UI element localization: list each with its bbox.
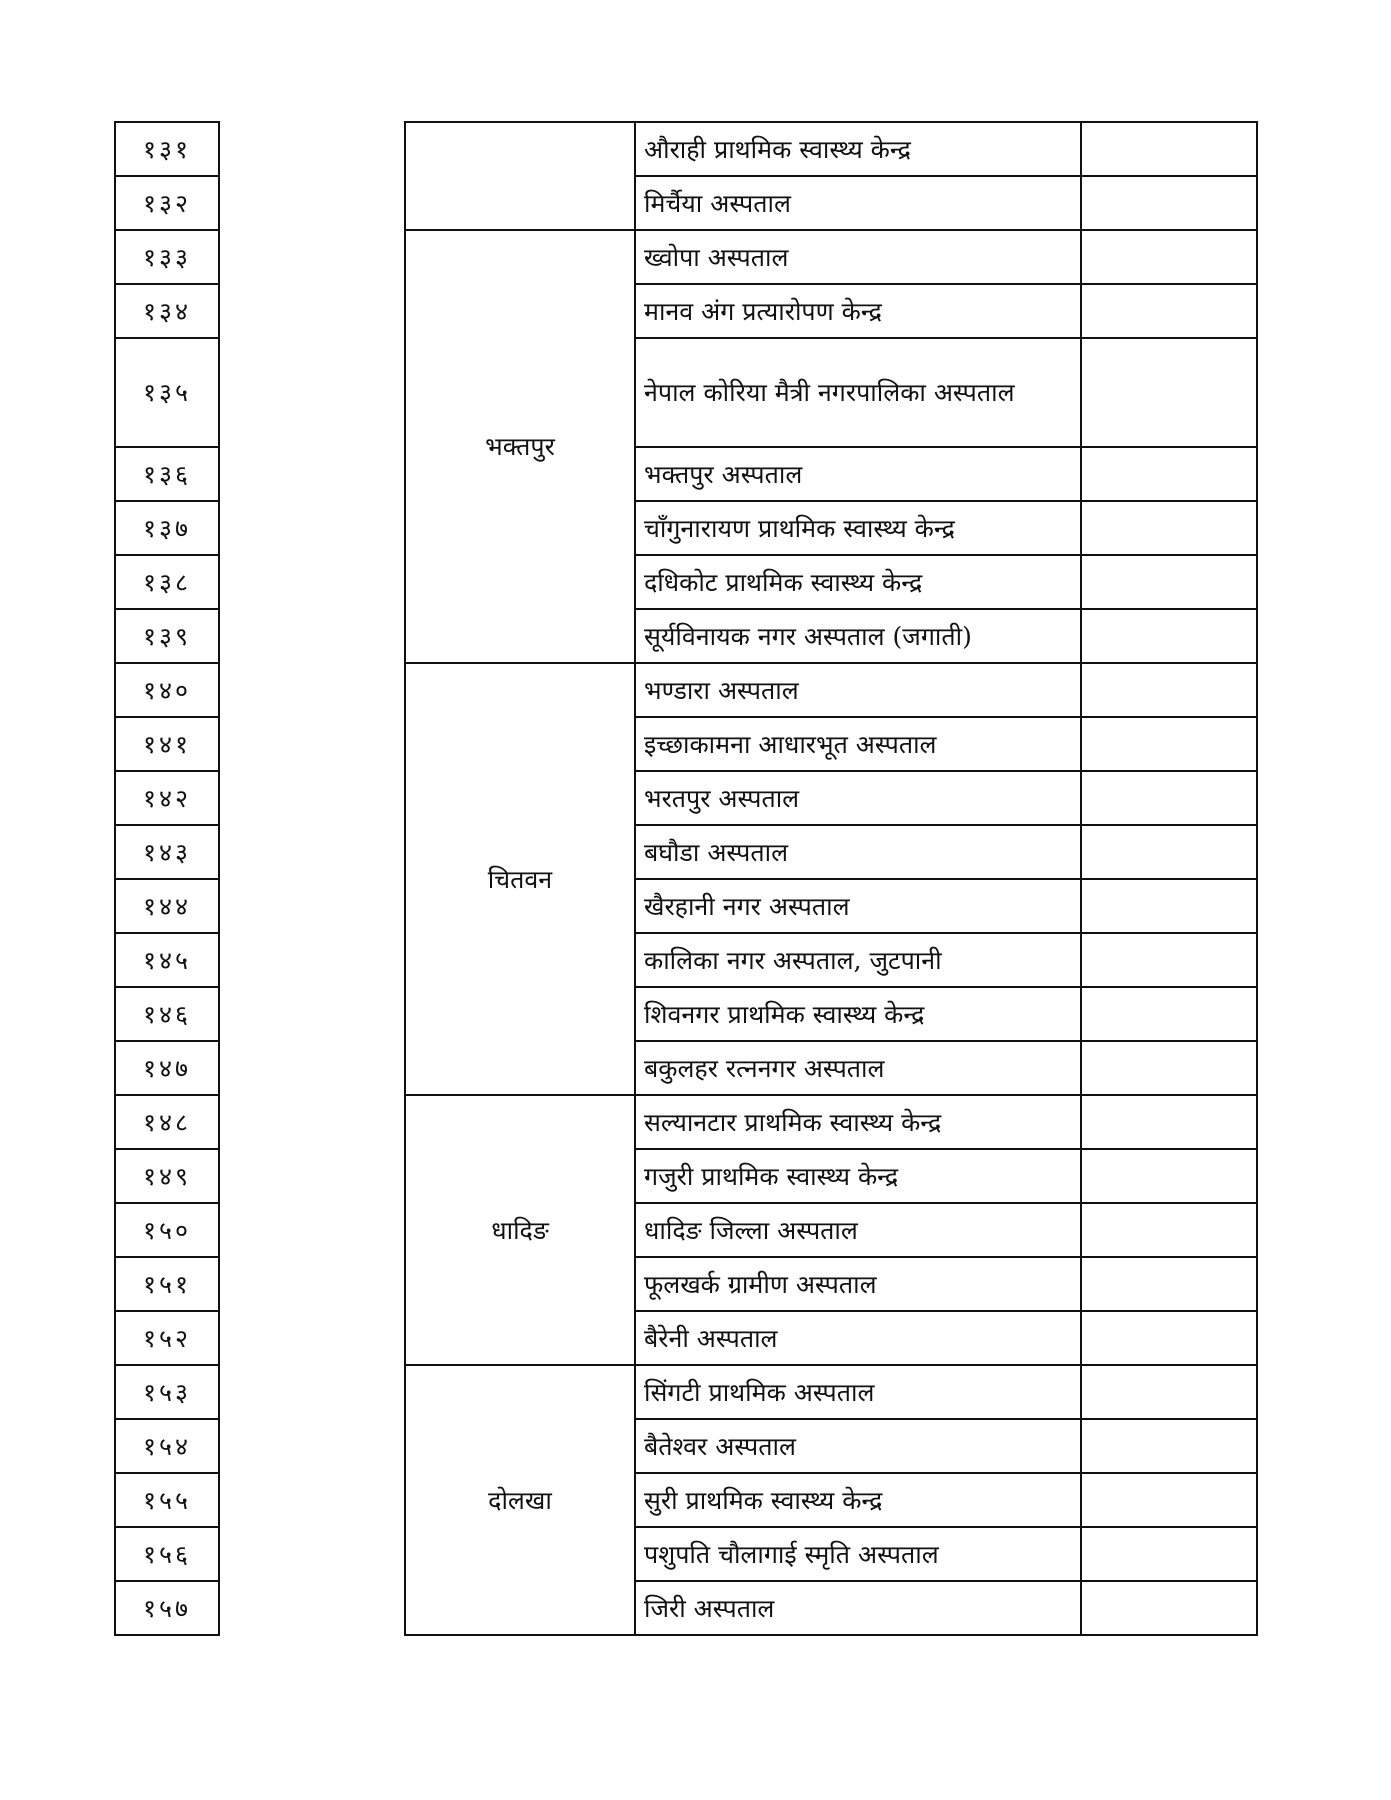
district-name: दोलखा (488, 1485, 552, 1515)
hospital-name: मिर्चैया अस्पताल (635, 176, 1081, 230)
hospital-name: धादिङ जिल्ला अस्पताल (635, 1203, 1081, 1257)
hospital-name: जिरी अस्पताल (635, 1581, 1081, 1635)
remarks-cell (1081, 1473, 1257, 1527)
hospital-name: दधिकोट प्राथमिक स्वास्थ्य केन्द्र (635, 555, 1081, 609)
blank-cell (219, 122, 405, 230)
hospital-name: सल्यानटार प्राथमिक स्वास्थ्य केन्द्र (635, 1095, 1081, 1149)
hospital-name: बघौडा अस्पताल (635, 825, 1081, 879)
hospital-name: सिंगटी प्राथमिक अस्पताल (635, 1365, 1081, 1419)
serial-number: १५५ (115, 1473, 219, 1527)
serial-number: १४८ (115, 1095, 219, 1149)
remarks-cell (1081, 609, 1257, 663)
serial-number: १३९ (115, 609, 219, 663)
serial-number: १४९ (115, 1149, 219, 1203)
hospital-name: औराही प्राथमिक स्वास्थ्य केन्द्र (635, 122, 1081, 176)
district-cell (405, 122, 635, 230)
hospital-name: कालिका नगर अस्पताल, जुटपानी (635, 933, 1081, 987)
remarks-cell (1081, 230, 1257, 284)
hospital-name: चाँगुनारायण प्राथमिक स्वास्थ्य केन्द्र (635, 501, 1081, 555)
district-cell (405, 663, 635, 1095)
remarks-cell (1081, 1095, 1257, 1149)
remarks-cell (1081, 1311, 1257, 1365)
serial-number: १४६ (115, 987, 219, 1041)
remarks-cell (1081, 1257, 1257, 1311)
table-row (115, 230, 1257, 284)
serial-number: १३३ (115, 230, 219, 284)
serial-number: १४७ (115, 1041, 219, 1095)
hospital-name: भरतपुर अस्पताल (635, 771, 1081, 825)
hospital-name: फूलखर्क ग्रामीण अस्पताल (635, 1257, 1081, 1311)
hospital-name: नेपाल कोरिया मैत्री नगरपालिका अस्पताल (635, 338, 1081, 447)
remarks-cell (1081, 1365, 1257, 1419)
remarks-cell (1081, 501, 1257, 555)
remarks-cell (1081, 1419, 1257, 1473)
serial-number: १३१ (115, 122, 219, 176)
serial-number: १५४ (115, 1419, 219, 1473)
hospital-name: भण्डारा अस्पताल (635, 663, 1081, 717)
hospital-name: बैरेनी अस्पताल (635, 1311, 1081, 1365)
serial-number: १३४ (115, 284, 219, 338)
remarks-cell (1081, 771, 1257, 825)
hospital-name: गजुरी प्राथमिक स्वास्थ्य केन्द्र (635, 1149, 1081, 1203)
hospital-name: खैरहानी नगर अस्पताल (635, 879, 1081, 933)
remarks-cell (1081, 1527, 1257, 1581)
blank-cell (219, 230, 405, 1635)
serial-number: १५३ (115, 1365, 219, 1419)
remarks-cell (1081, 284, 1257, 338)
serial-number: १३६ (115, 447, 219, 501)
hospital-name: पशुपति चौलागाई स्मृति अस्पताल (635, 1527, 1081, 1581)
hospital-name: इच्छाकामना आधारभूत अस्पताल (635, 717, 1081, 771)
serial-number: १४२ (115, 771, 219, 825)
serial-number: १३८ (115, 555, 219, 609)
remarks-cell (1081, 122, 1257, 176)
serial-number: १३७ (115, 501, 219, 555)
district-name: चितवन (487, 864, 553, 894)
remarks-cell (1081, 176, 1257, 230)
district-cell (405, 230, 635, 663)
remarks-cell (1081, 987, 1257, 1041)
hospital-name: सुरी प्राथमिक स्वास्थ्य केन्द्र (635, 1473, 1081, 1527)
remarks-cell (1081, 933, 1257, 987)
serial-number: १३५ (115, 338, 219, 447)
hospital-name: शिवनगर प्राथमिक स्वास्थ्य केन्द्र (635, 987, 1081, 1041)
remarks-cell (1081, 663, 1257, 717)
district-cell (405, 1365, 635, 1635)
district-name: धादिङ (491, 1215, 549, 1245)
serial-number: १४३ (115, 825, 219, 879)
remarks-cell (1081, 825, 1257, 879)
remarks-cell (1081, 1041, 1257, 1095)
remarks-cell (1081, 1149, 1257, 1203)
hospital-name: बैतेश्वर अस्पताल (635, 1419, 1081, 1473)
remarks-cell (1081, 1203, 1257, 1257)
serial-number: १३२ (115, 176, 219, 230)
hospital-table (114, 121, 1258, 1636)
serial-number: १५६ (115, 1527, 219, 1581)
serial-number: १५० (115, 1203, 219, 1257)
serial-number: १४४ (115, 879, 219, 933)
serial-number: १५२ (115, 1311, 219, 1365)
serial-number: १४० (115, 663, 219, 717)
remarks-cell (1081, 338, 1257, 447)
serial-number: १५१ (115, 1257, 219, 1311)
district-name: भक्तपुर (485, 432, 555, 461)
serial-number: १५७ (115, 1581, 219, 1635)
hospital-name: मानव अंग प्रत्यारोपण केन्द्र (635, 284, 1081, 338)
hospital-name: भक्तपुर अस्पताल (635, 447, 1081, 501)
hospital-name: ख्वोपा अस्पताल (635, 230, 1081, 284)
serial-number: १४५ (115, 933, 219, 987)
remarks-cell (1081, 555, 1257, 609)
hospital-name: बकुलहर रत्ननगर अस्पताल (635, 1041, 1081, 1095)
remarks-cell (1081, 879, 1257, 933)
serial-number: १४१ (115, 717, 219, 771)
remarks-cell (1081, 447, 1257, 501)
district-cell (405, 1095, 635, 1365)
remarks-cell (1081, 717, 1257, 771)
remarks-cell (1081, 1581, 1257, 1635)
table-row (115, 122, 1257, 176)
hospital-name: सूर्यविनायक नगर अस्पताल (जगाती) (635, 609, 1081, 663)
